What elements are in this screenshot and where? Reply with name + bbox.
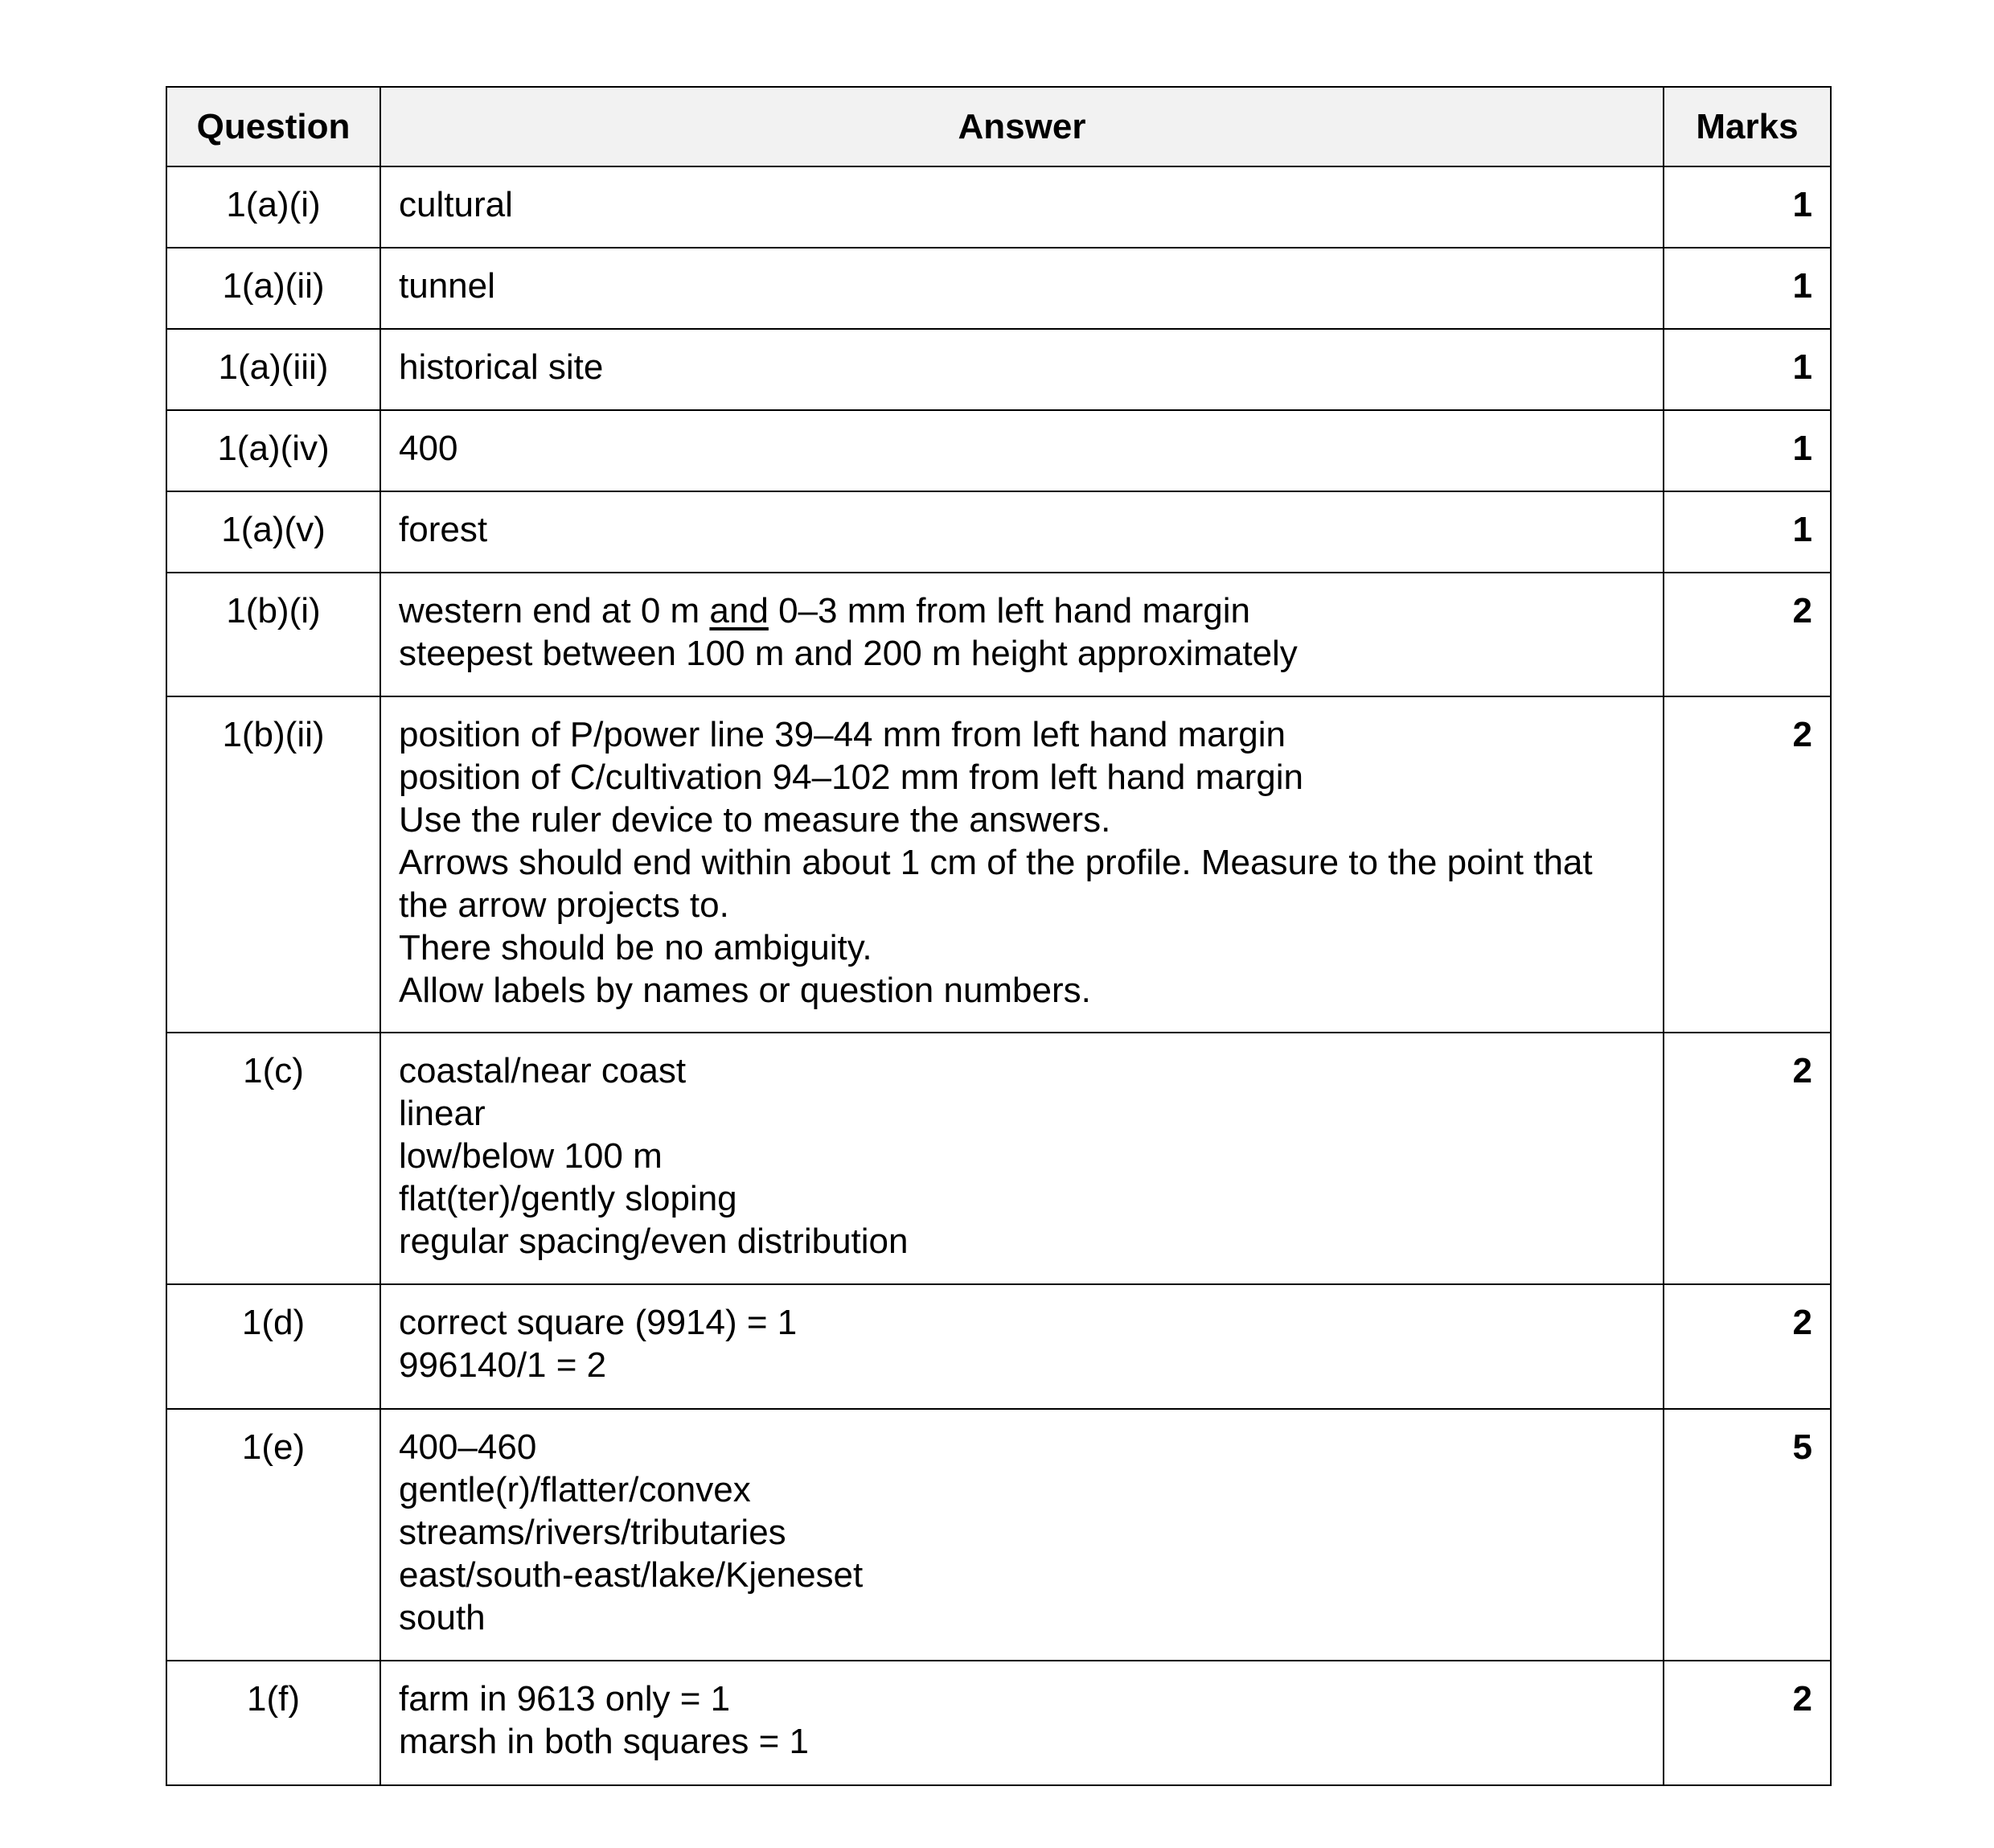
answer-cell <box>380 1661 1664 1785</box>
mark-scheme-table <box>166 86 1832 1786</box>
table-row <box>166 329 1831 410</box>
answer-line: streams/rivers/tributaries <box>399 1513 786 1552</box>
answer-line: There should be no ambiguity. <box>399 928 872 967</box>
marks-cell: 1 <box>1664 166 1831 248</box>
answer-line: regular spacing/even distribution <box>399 1222 909 1261</box>
answer-cell <box>380 1033 1664 1284</box>
header-answer: Answer <box>380 87 1664 166</box>
answer-line: correct square (9914) = 1 <box>399 1303 798 1342</box>
answer-line <box>399 589 1647 632</box>
answer-line: position of P/power line 39–44 mm from left hand margin <box>399 715 1286 754</box>
answer-text: western end at 0 m <box>399 591 710 630</box>
marks-cell: 2 <box>1664 696 1831 1033</box>
answer-line: steepest between 100 m and 200 m height approximately <box>399 634 1298 673</box>
question-cell: 1(e) <box>166 1409 380 1661</box>
answer-cell <box>380 1409 1664 1661</box>
question-cell: 1(a)(ii) <box>166 248 380 329</box>
answer-line: east/south-east/lake/Kjeneset <box>399 1555 864 1595</box>
answer-line: position of C/cultivation 94–102 mm from left hand margin <box>399 758 1304 797</box>
marks-cell: 2 <box>1664 1033 1831 1284</box>
answer-cell <box>380 573 1664 696</box>
question-cell: 1(b)(i) <box>166 573 380 696</box>
answer-line: farm in 9613 only = 1 <box>399 1679 731 1719</box>
answer-text: 0–3 mm from left hand margin <box>768 591 1250 630</box>
marks-cell: 2 <box>1664 1661 1831 1785</box>
header-row <box>166 87 1831 166</box>
question-cell: 1(f) <box>166 1661 380 1785</box>
answer-cell <box>380 248 1664 329</box>
answer-line: 400–460 <box>399 1427 537 1467</box>
question-cell: 1(c) <box>166 1033 380 1284</box>
answer-line: gentle(r)/flatter/convex <box>399 1470 751 1509</box>
answer-line: forest <box>399 510 488 549</box>
answer-line: flat(ter)/gently sloping <box>399 1179 737 1218</box>
header-marks: Marks <box>1664 87 1831 166</box>
answer-cell <box>380 410 1664 491</box>
marks-cell: 1 <box>1664 410 1831 491</box>
table-row <box>166 248 1831 329</box>
question-cell: 1(b)(ii) <box>166 696 380 1033</box>
table-row <box>166 491 1831 573</box>
answer-line: marsh in both squares = 1 <box>399 1722 809 1761</box>
answer-line: 996140/1 = 2 <box>399 1345 607 1385</box>
table-row <box>166 573 1831 696</box>
marks-cell: 2 <box>1664 1284 1831 1409</box>
marks-cell: 2 <box>1664 573 1831 696</box>
table-row <box>166 1033 1831 1284</box>
question-cell: 1(a)(v) <box>166 491 380 573</box>
table-header <box>166 87 1831 166</box>
question-cell: 1(a)(iii) <box>166 329 380 410</box>
table-row <box>166 696 1831 1033</box>
answer-line: coastal/near coast <box>399 1051 687 1090</box>
answer-line: Allow labels by names or question numbers. <box>399 971 1091 1010</box>
answer-cell <box>380 166 1664 248</box>
answer-cell <box>380 491 1664 573</box>
question-cell: 1(a)(iv) <box>166 410 380 491</box>
answer-line: south <box>399 1598 486 1637</box>
answer-cell <box>380 696 1664 1033</box>
answer-line: 400 <box>399 429 458 468</box>
answer-line: Arrows should end within about 1 cm of the profile. Measure to the point that the arrow projects to. <box>399 843 1593 925</box>
header-question: Question <box>166 87 380 166</box>
table-row <box>166 410 1831 491</box>
marks-cell: 1 <box>1664 491 1831 573</box>
answer-line: Use the ruler device to measure the answers. <box>399 800 1111 840</box>
table-row <box>166 1284 1831 1409</box>
marks-cell: 1 <box>1664 248 1831 329</box>
question-cell: 1(d) <box>166 1284 380 1409</box>
answer-line: cultural <box>399 185 513 224</box>
table-row <box>166 1661 1831 1785</box>
answer-line: linear <box>399 1094 486 1133</box>
answer-line: historical site <box>399 347 604 387</box>
answer-cell <box>380 329 1664 410</box>
table-row <box>166 1409 1831 1661</box>
answer-cell <box>380 1284 1664 1409</box>
underlined-and: and <box>709 591 769 630</box>
answer-line: low/below 100 m <box>399 1136 663 1176</box>
answer-line: tunnel <box>399 266 495 306</box>
marks-cell: 1 <box>1664 329 1831 410</box>
question-cell: 1(a)(i) <box>166 166 380 248</box>
table-body <box>166 166 1831 1785</box>
table-row <box>166 166 1831 248</box>
marks-cell: 5 <box>1664 1409 1831 1661</box>
